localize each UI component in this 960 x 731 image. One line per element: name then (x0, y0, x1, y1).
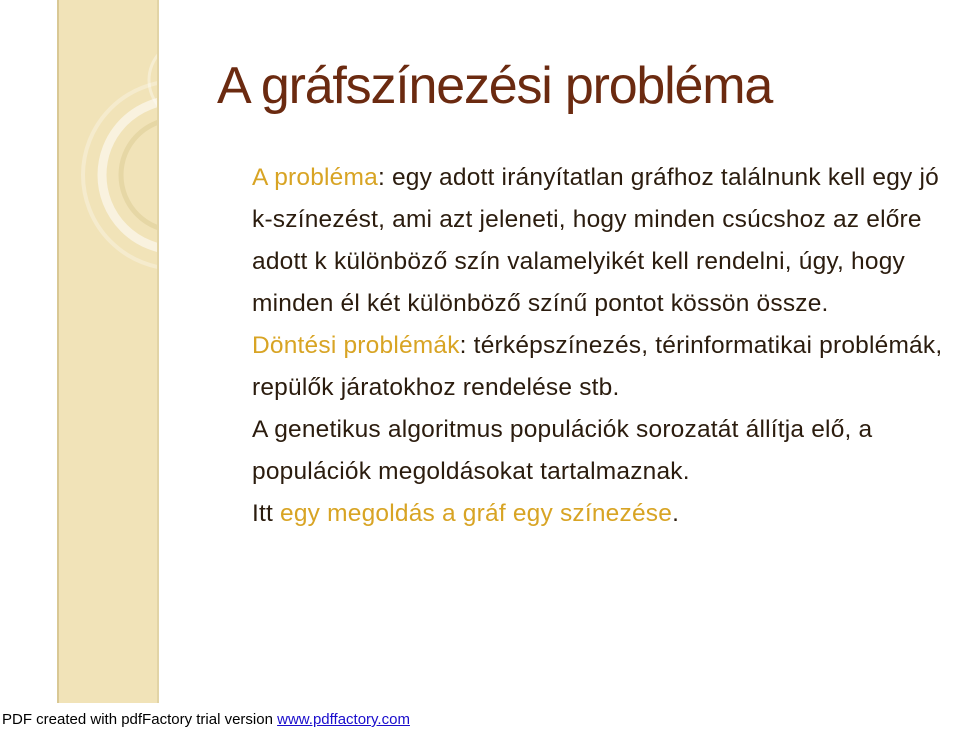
pdffactory-link[interactable]: www.pdffactory.com (277, 711, 410, 728)
solution-paragraph (252, 493, 952, 535)
solution-highlight: egy megoldás a gráf egy színezése (280, 500, 673, 527)
problem-label: A probléma (252, 164, 378, 191)
decorative-circles-graphic (59, 0, 159, 703)
problem-definition-text: : egy adott irányítatlan gráfhoz találnunk kell egy jó k-színezést, ami azt jeleneti, hogy minden csúcshoz az előre adott k különböző szín valamelyikét kell rendelni, úgy, hogy minden él két különböző színű pontot kössön össze. (252, 164, 939, 317)
pdf-watermark-footer (2, 711, 410, 728)
solution-suffix: . (672, 500, 680, 527)
decision-problems-label: Döntési problémák (252, 332, 460, 359)
decorative-sidebar-strip (57, 0, 159, 703)
problem-definition-paragraph (252, 157, 952, 325)
genetic-algorithm-paragraph: A genetikus algoritmus populációk sorozatát állítja elő, a populációk megoldásokat tartalmaznak. (252, 416, 873, 485)
decision-problems-text: : térképszínezés, térinformatikai problémák, repülők járatokhoz rendelése stb. (252, 332, 943, 401)
decision-problems-paragraph (252, 325, 952, 409)
solution-prefix: Itt (252, 500, 281, 527)
slide-title: A gráfszínezési probléma (217, 57, 773, 115)
slide-body (252, 157, 952, 535)
footer-text: PDF created with pdfFactory trial version (2, 711, 278, 728)
